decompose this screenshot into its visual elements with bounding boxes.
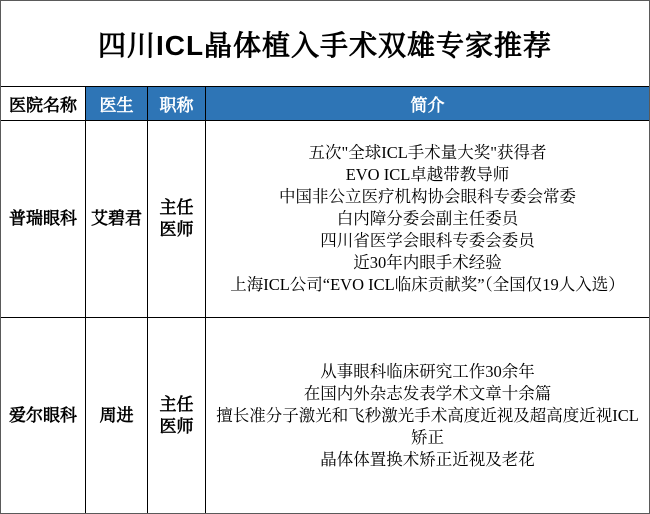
intro-line: 擅长准分子激光和飞秒激光手术高度近视及超高度近视ICL矫正: [216, 405, 639, 447]
intro-line: 白内障分委会副主任委员: [336, 209, 519, 228]
intro-line: 中国非公立医疗机构协会眼科专委会常委: [279, 187, 576, 206]
doctor-name: 周进: [86, 318, 148, 513]
intro-cell: [206, 318, 649, 513]
hospital-name: 普瑞眼科: [1, 121, 86, 318]
doctor-position-cell: [148, 121, 206, 318]
doctor-position-cell: [148, 318, 206, 513]
intro-list: [213, 142, 643, 296]
table-title: 四川ICL晶体植入手术双雄专家推荐: [1, 1, 649, 87]
column-header-hospital: 医院名称: [1, 87, 86, 121]
intro-line: 晶体体置换术矫正近视及老花: [320, 449, 535, 469]
intro-line: 四川省医学会眼科专委会委员: [320, 231, 535, 250]
intro-line: 在国内外杂志发表学术文章十余篇: [303, 383, 552, 403]
column-header-intro: 简介: [206, 87, 649, 121]
column-header-doctor: 医生: [86, 87, 148, 121]
doctor-position: 主任医师: [159, 198, 194, 239]
hospital-name: 爱尔眼科: [1, 318, 86, 513]
column-header-position: 职称: [148, 87, 206, 121]
intro-line: 从事眼科临床研究工作30余年: [320, 361, 535, 381]
intro-cell: [206, 121, 649, 318]
intro-list: [213, 361, 643, 471]
intro-line: 近30年内眼手术经验: [353, 253, 502, 272]
doctor-position: 主任医师: [159, 394, 194, 436]
intro-line: EVO ICL卓越带教导师: [345, 165, 510, 184]
intro-line: 上海ICL公司“EVO ICL临床贡献奖”（全国仅19人入选）: [230, 275, 625, 294]
intro-line: 五次"全球ICL手术量大奖"获得者: [308, 143, 547, 162]
doctor-name: 艾碧君: [86, 121, 148, 318]
